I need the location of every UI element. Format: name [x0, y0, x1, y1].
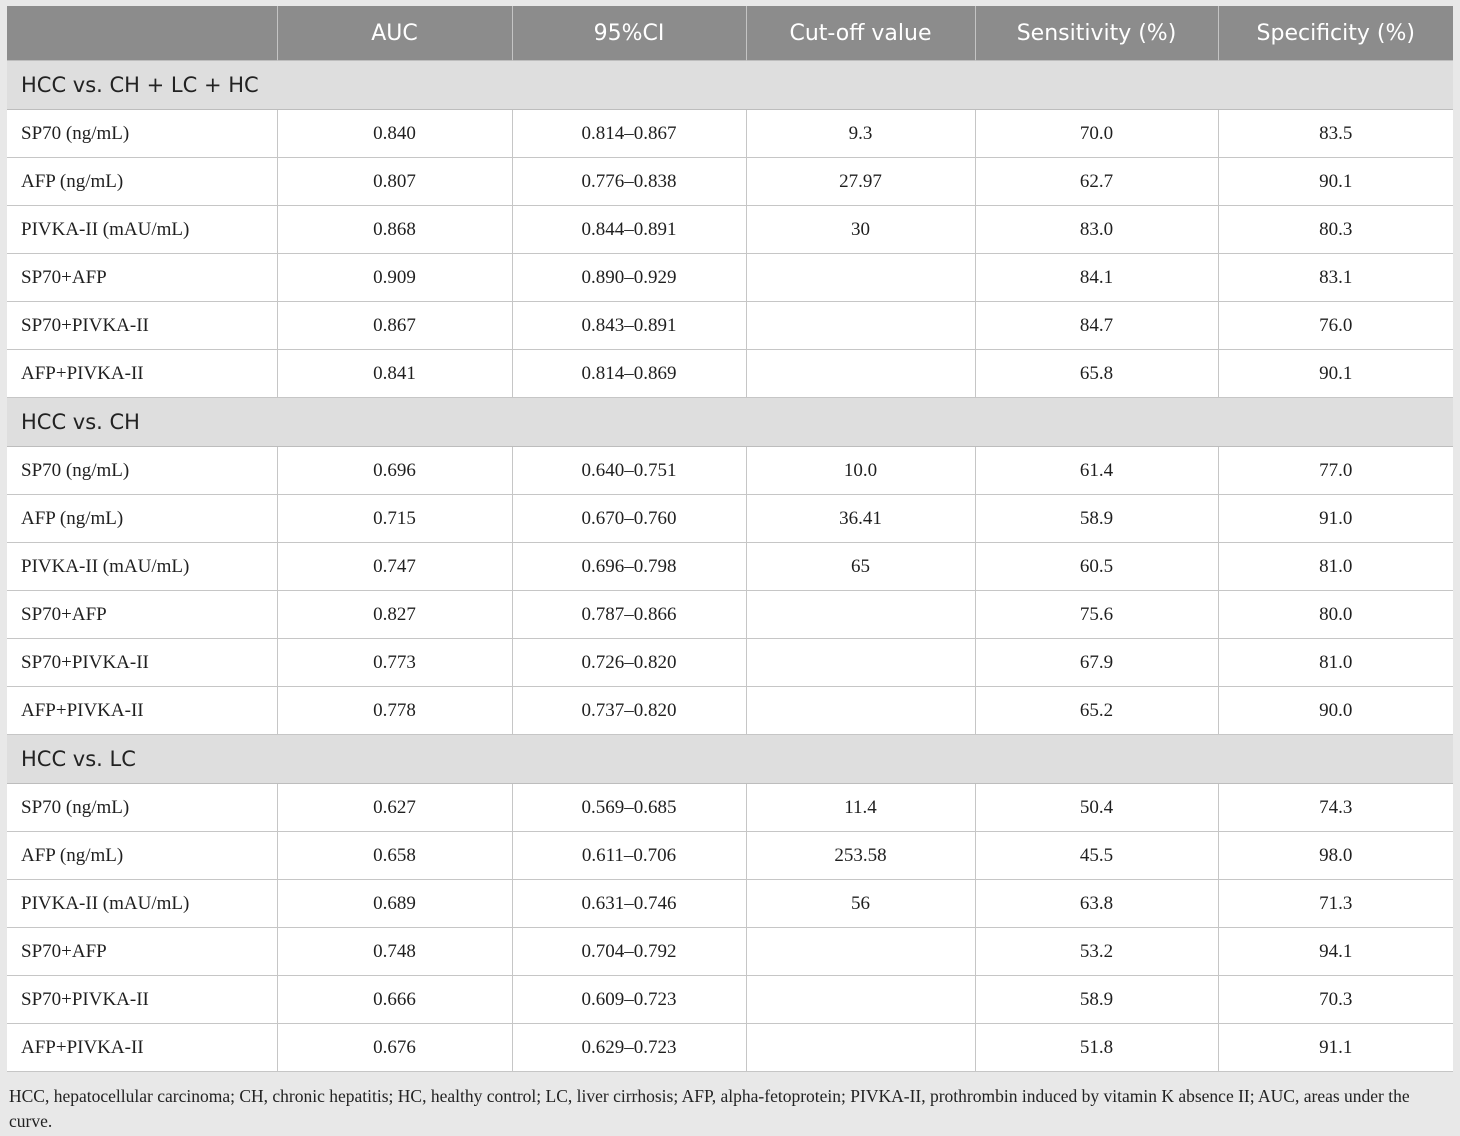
sensitivity-cell: 53.2	[975, 928, 1218, 976]
ci-cell: 0.890–0.929	[512, 254, 746, 302]
cutoff-cell: 36.41	[746, 495, 975, 543]
specificity-cell: 77.0	[1218, 447, 1453, 495]
cutoff-cell: 27.97	[746, 158, 975, 206]
auc-cell: 0.747	[277, 543, 512, 591]
table-row	[7, 110, 1453, 158]
ci-cell: 0.844–0.891	[512, 206, 746, 254]
auc-cell: 0.696	[277, 447, 512, 495]
sensitivity-cell: 75.6	[975, 591, 1218, 639]
specificity-cell: 90.1	[1218, 158, 1453, 206]
cutoff-cell	[746, 639, 975, 687]
cutoff-cell	[746, 591, 975, 639]
group-header-row	[7, 735, 1453, 784]
cutoff-cell: 9.3	[746, 110, 975, 158]
auc-cell: 0.748	[277, 928, 512, 976]
cutoff-cell	[746, 254, 975, 302]
marker-cell: SP70+PIVKA-II	[7, 976, 277, 1024]
table-container	[7, 6, 1453, 1072]
sensitivity-cell: 58.9	[975, 976, 1218, 1024]
marker-cell: SP70+PIVKA-II	[7, 639, 277, 687]
table-row	[7, 928, 1453, 976]
group-header-row	[7, 61, 1453, 110]
table-row	[7, 880, 1453, 928]
sensitivity-cell: 51.8	[975, 1024, 1218, 1072]
header-cell-sensitivity: Sensitivity (%)	[975, 6, 1218, 61]
ci-cell: 0.737–0.820	[512, 687, 746, 735]
cutoff-cell: 65	[746, 543, 975, 591]
auc-cell: 0.627	[277, 784, 512, 832]
sensitivity-cell: 84.7	[975, 302, 1218, 350]
marker-cell: SP70+AFP	[7, 928, 277, 976]
specificity-cell: 91.1	[1218, 1024, 1453, 1072]
ci-cell: 0.726–0.820	[512, 639, 746, 687]
group-title: HCC vs. CH	[7, 398, 1453, 447]
marker-cell: SP70 (ng/mL)	[7, 110, 277, 158]
ci-cell: 0.814–0.867	[512, 110, 746, 158]
ci-cell: 0.704–0.792	[512, 928, 746, 976]
cutoff-cell: 56	[746, 880, 975, 928]
specificity-cell: 83.1	[1218, 254, 1453, 302]
sensitivity-cell: 84.1	[975, 254, 1218, 302]
auc-cell: 0.840	[277, 110, 512, 158]
header-cell-auc: AUC	[277, 6, 512, 61]
specificity-cell: 81.0	[1218, 543, 1453, 591]
sensitivity-cell: 45.5	[975, 832, 1218, 880]
table-row	[7, 495, 1453, 543]
cutoff-cell	[746, 350, 975, 398]
sensitivity-cell: 61.4	[975, 447, 1218, 495]
table-row	[7, 254, 1453, 302]
marker-cell: SP70+AFP	[7, 254, 277, 302]
specificity-cell: 98.0	[1218, 832, 1453, 880]
header-cell-specificity: Specificity (%)	[1218, 6, 1453, 61]
ci-cell: 0.787–0.866	[512, 591, 746, 639]
marker-cell: AFP (ng/mL)	[7, 832, 277, 880]
table-row	[7, 158, 1453, 206]
ci-cell: 0.776–0.838	[512, 158, 746, 206]
marker-cell: PIVKA-II (mAU/mL)	[7, 880, 277, 928]
table-row	[7, 832, 1453, 880]
auc-cell: 0.868	[277, 206, 512, 254]
auc-cell: 0.827	[277, 591, 512, 639]
auc-cell: 0.773	[277, 639, 512, 687]
cutoff-cell	[746, 687, 975, 735]
auc-cell: 0.666	[277, 976, 512, 1024]
ci-cell: 0.814–0.869	[512, 350, 746, 398]
sensitivity-cell: 58.9	[975, 495, 1218, 543]
cutoff-cell	[746, 1024, 975, 1072]
specificity-cell: 71.3	[1218, 880, 1453, 928]
marker-cell: PIVKA-II (mAU/mL)	[7, 543, 277, 591]
marker-cell: SP70+PIVKA-II	[7, 302, 277, 350]
table-row	[7, 1024, 1453, 1072]
specificity-cell: 81.0	[1218, 639, 1453, 687]
specificity-cell: 91.0	[1218, 495, 1453, 543]
cutoff-cell: 10.0	[746, 447, 975, 495]
auc-cell: 0.909	[277, 254, 512, 302]
ci-cell: 0.670–0.760	[512, 495, 746, 543]
specificity-cell: 70.3	[1218, 976, 1453, 1024]
header-cell-ci: 95%CI	[512, 6, 746, 61]
marker-cell: AFP+PIVKA-II	[7, 350, 277, 398]
cutoff-cell	[746, 302, 975, 350]
ci-cell: 0.629–0.723	[512, 1024, 746, 1072]
cutoff-cell	[746, 976, 975, 1024]
group-title: HCC vs. CH + LC + HC	[7, 61, 1453, 110]
table-row	[7, 543, 1453, 591]
ci-cell: 0.631–0.746	[512, 880, 746, 928]
ci-cell: 0.609–0.723	[512, 976, 746, 1024]
table-row	[7, 350, 1453, 398]
specificity-cell: 80.3	[1218, 206, 1453, 254]
table-row	[7, 976, 1453, 1024]
ci-cell: 0.611–0.706	[512, 832, 746, 880]
sensitivity-cell: 50.4	[975, 784, 1218, 832]
sensitivity-cell: 67.9	[975, 639, 1218, 687]
auc-cell: 0.676	[277, 1024, 512, 1072]
table-row	[7, 687, 1453, 735]
sensitivity-cell: 70.0	[975, 110, 1218, 158]
marker-cell: SP70+AFP	[7, 591, 277, 639]
marker-cell: AFP (ng/mL)	[7, 158, 277, 206]
sensitivity-cell: 63.8	[975, 880, 1218, 928]
specificity-cell: 80.0	[1218, 591, 1453, 639]
ci-cell: 0.696–0.798	[512, 543, 746, 591]
table-row	[7, 639, 1453, 687]
table-row	[7, 447, 1453, 495]
auc-cell: 0.658	[277, 832, 512, 880]
header-cell-label	[7, 6, 277, 61]
specificity-cell: 76.0	[1218, 302, 1453, 350]
cutoff-cell: 11.4	[746, 784, 975, 832]
table-row	[7, 206, 1453, 254]
auc-cell: 0.867	[277, 302, 512, 350]
cutoff-cell	[746, 928, 975, 976]
sensitivity-cell: 60.5	[975, 543, 1218, 591]
sensitivity-cell: 65.8	[975, 350, 1218, 398]
table-row	[7, 302, 1453, 350]
auc-cell: 0.689	[277, 880, 512, 928]
header-cell-cutoff: Cut-off value	[746, 6, 975, 61]
sensitivity-cell: 83.0	[975, 206, 1218, 254]
marker-cell: SP70 (ng/mL)	[7, 784, 277, 832]
marker-cell: AFP+PIVKA-II	[7, 1024, 277, 1072]
table-body	[7, 61, 1453, 1072]
marker-cell: PIVKA-II (mAU/mL)	[7, 206, 277, 254]
table-footnote: HCC, hepatocellular carcinoma; CH, chronic hepatitis; HC, healthy control; LC, liver cirrhosis; AFP, alpha-fetoprotein; PIVKA-II, prothrombin induced by vitamin K absence II; AUC, areas under the curve.	[9, 1086, 1410, 1131]
cutoff-cell: 30	[746, 206, 975, 254]
specificity-cell: 90.1	[1218, 350, 1453, 398]
table-row	[7, 784, 1453, 832]
auc-cell: 0.715	[277, 495, 512, 543]
group-title: HCC vs. LC	[7, 735, 1453, 784]
specificity-cell: 83.5	[1218, 110, 1453, 158]
table-row	[7, 591, 1453, 639]
cutoff-cell: 253.58	[746, 832, 975, 880]
marker-cell: AFP+PIVKA-II	[7, 687, 277, 735]
auc-cell: 0.778	[277, 687, 512, 735]
auc-cell: 0.841	[277, 350, 512, 398]
specificity-cell: 94.1	[1218, 928, 1453, 976]
auc-cell: 0.807	[277, 158, 512, 206]
group-header-row	[7, 398, 1453, 447]
ci-cell: 0.640–0.751	[512, 447, 746, 495]
header-row	[7, 6, 1453, 61]
specificity-cell: 90.0	[1218, 687, 1453, 735]
marker-cell: SP70 (ng/mL)	[7, 447, 277, 495]
sensitivity-cell: 62.7	[975, 158, 1218, 206]
ci-cell: 0.843–0.891	[512, 302, 746, 350]
marker-cell: AFP (ng/mL)	[7, 495, 277, 543]
specificity-cell: 74.3	[1218, 784, 1453, 832]
ci-cell: 0.569–0.685	[512, 784, 746, 832]
results-table	[7, 6, 1453, 1072]
sensitivity-cell: 65.2	[975, 687, 1218, 735]
